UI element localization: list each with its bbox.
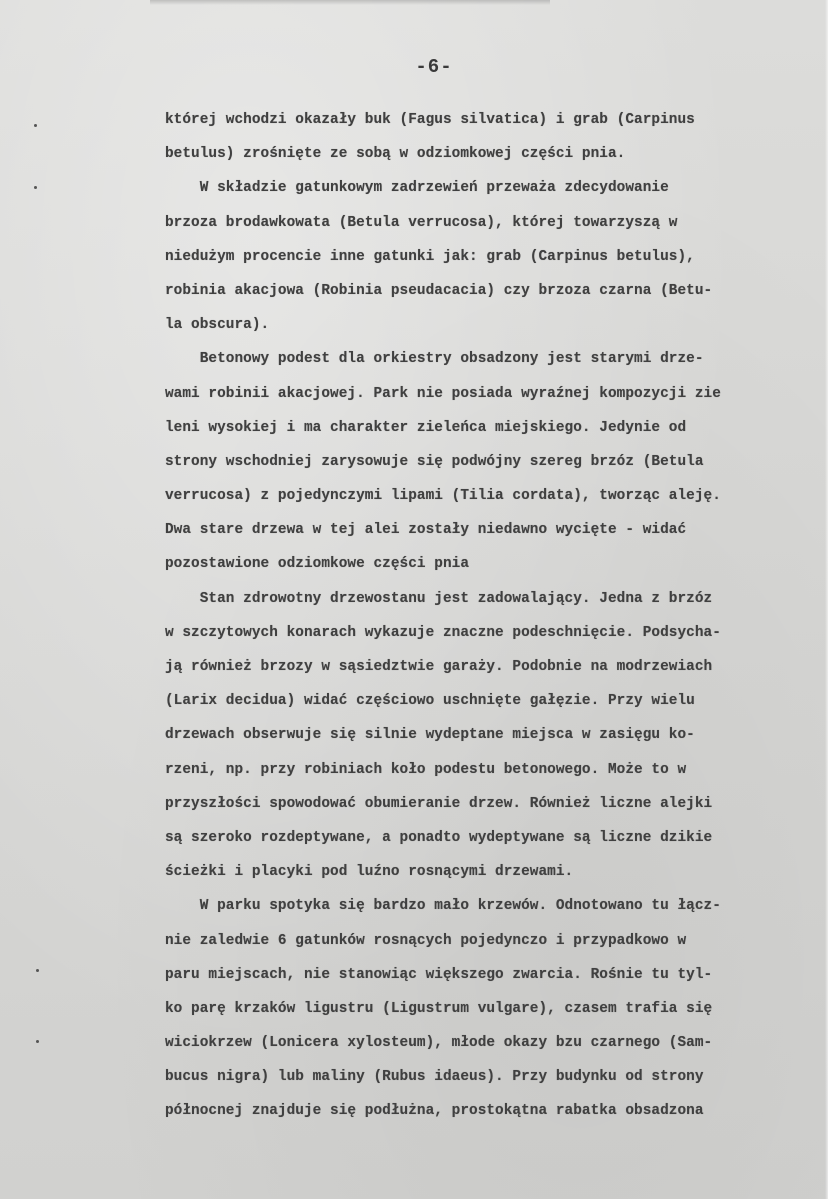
text-line: ścieżki i placyki pod luźno rosnącymi drzewami.: [165, 864, 574, 881]
text-line: Betonowy podest dla orkiestry obsadzony jest starymi drze-: [165, 351, 704, 368]
page-number: -6-: [415, 56, 453, 78]
text-line: wami robinii akacjowej. Park nie posiada wyraźnej kompozycji zie: [165, 385, 721, 402]
text-line: której wchodzi okazały buk (Fagus silvatica) i grab (Carpinus: [165, 112, 695, 128]
text-line: bucus nigra) lub maliny (Rubus idaeus). Przy budynku od strony: [165, 1069, 704, 1086]
margin-dot: [34, 124, 37, 127]
text-line: brzoza brodawkowata (Betula verrucosa), której towarzyszą w: [165, 214, 678, 231]
scan-top-edge: [150, 0, 550, 5]
text-line: W parku spotyka się bardzo mało krzewów. Odnotowano tu łącz-: [165, 898, 721, 915]
text-line: północnej znajduje się podłużna, prostokątna rabatka obsadzona: [165, 1103, 704, 1120]
text-line: Stan zdrowotny drzewostanu jest zadowalający. Jedna z brzóz: [165, 590, 713, 607]
text-line: W składzie gatunkowym zadrzewień przeważa zdecydowanie: [165, 180, 669, 197]
text-line: pozostawione odziomkowe części pnia: [165, 556, 470, 573]
text-line: la obscura).: [165, 317, 270, 334]
text-line: niedużym procencie inne gatunki jak: grab (Carpinus betulus),: [165, 248, 695, 265]
text-line: rzeni, np. przy robiniach koło podestu betonowego. Może to w: [165, 761, 687, 778]
text-line: betulus) zrośnięte ze sobą w odziomkowej części pnia.: [165, 146, 626, 163]
text-line: wiciokrzew (Lonicera xylosteum), młode okazy bzu czarnego (Sam-: [165, 1035, 713, 1052]
text-line: leni wysokiej i ma charakter zieleńca miejskiego. Jedynie od: [165, 419, 695, 436]
text-line: w szczytowych konarach wykazuje znaczne podeschnięcie. Podsycha-: [165, 624, 721, 641]
text-line: ko parę krzaków ligustru (Ligustrum vulgare), czasem trafia się: [165, 1000, 713, 1017]
text-line: drzewach obserwuje się silnie wydeptane miejsca w zasięgu ko-: [165, 727, 695, 744]
text-line: robinia akacjowa (Robinia pseudacacia) czy brzoza czarna (Betu-: [165, 282, 713, 299]
text-line: Dwa stare drzewa w tej alei zostały niedawno wycięte - widać: [165, 522, 687, 539]
text-line: są szeroko rozdeptywane, a ponadto wydeptywane są liczne dzikie: [165, 829, 713, 846]
text-line: nie zaledwie 6 gatunków rosnących pojedynczo i przypadkowo w: [165, 932, 687, 949]
text-line: verrucosa) z pojedynczymi lipami (Tilia cordata), tworząc aleję.: [165, 488, 721, 505]
text-line: ją również brzozy w sąsiedztwie garaży. Podobnie na modrzewiach: [165, 659, 713, 675]
text-line: strony wschodniej zarysowuje się podwójny szereg brzóz (Betula: [165, 453, 704, 470]
text-line: paru miejscach, nie stanowiąc większego zwarcia. Rośnie tu tyl-: [165, 966, 713, 983]
body-text: [165, 103, 825, 1129]
margin-dot: [36, 1040, 39, 1043]
text-line: (Larix decidua) widać częściowo uschnięte gałęzie. Przy wielu: [165, 693, 695, 710]
margin-dot: [34, 186, 37, 189]
margin-dot: [36, 969, 39, 972]
text-line: przyszłości spowodować obumieranie drzew. Również liczne alejki: [165, 795, 713, 812]
